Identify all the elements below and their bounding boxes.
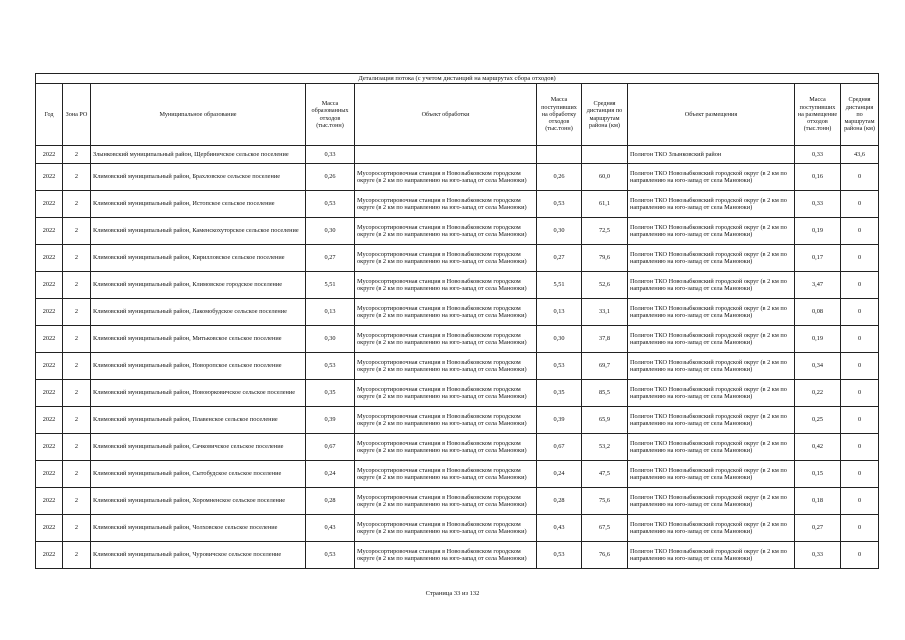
cell-avg-distance-route: 52,6 (582, 272, 628, 299)
table-row (36, 488, 879, 515)
cell-mass-to-processing: 0,28 (537, 488, 582, 515)
cell-avg-distance-route: 79,6 (582, 245, 628, 272)
cell-mass-to-placement: 0,18 (795, 488, 841, 515)
cell-mass-generated: 0,13 (306, 299, 355, 326)
cell-mass-generated: 0,67 (306, 434, 355, 461)
cell-avg-distance-route: 85,5 (582, 380, 628, 407)
cell-avg-distance-route: 61,1 (582, 191, 628, 218)
cell-processing-object: Мусоросортировочная станция в Новозыбковском городском округе (в 2 км по направлению на юго-запад от села Маноюки) (355, 218, 537, 245)
cell-avg-distance-district: 0 (841, 353, 879, 380)
col-avg-distance-route: Средняя дистанция по маршрутам района (км) (582, 84, 628, 146)
cell-zone: 2 (63, 353, 91, 380)
cell-year: 2022 (36, 164, 63, 191)
cell-year: 2022 (36, 299, 63, 326)
cell-mass-to-placement: 0,33 (795, 191, 841, 218)
table-row (36, 380, 879, 407)
cell-placement-object: Полигон ТКО Новозыбковский городской округ (в 2 км по направлению на юго-запад от села Маноюки) (628, 434, 795, 461)
cell-municipality: Климовский муниципальный район, Плавенское сельское поселение (91, 407, 306, 434)
cell-avg-distance-district: 0 (841, 461, 879, 488)
cell-mass-to-processing: 0,53 (537, 191, 582, 218)
cell-zone: 2 (63, 245, 91, 272)
table-caption: Детализация потока (с учетом дистанций на маршрутах сбора отходов) (36, 74, 879, 84)
cell-year: 2022 (36, 488, 63, 515)
cell-mass-generated: 0,30 (306, 326, 355, 353)
cell-mass-generated: 0,30 (306, 218, 355, 245)
cell-processing-object: Мусоросортировочная станция в Новозыбковском городском округе (в 2 км по направлению на юго-запад от села Маноюки) (355, 191, 537, 218)
cell-municipality: Климовский муниципальный район, Лакомобудское сельское поселение (91, 299, 306, 326)
cell-mass-to-processing: 0,30 (537, 218, 582, 245)
cell-mass-to-placement: 0,16 (795, 164, 841, 191)
cell-avg-distance-district: 0 (841, 326, 879, 353)
cell-mass-to-placement: 0,27 (795, 515, 841, 542)
table-row (36, 461, 879, 488)
cell-avg-distance-district: 0 (841, 272, 879, 299)
cell-zone: 2 (63, 461, 91, 488)
page-number: Страница 33 из 132 (425, 590, 480, 597)
table-row (36, 299, 879, 326)
cell-municipality: Климовский муниципальный район, Новоюрковичское сельское поселение (91, 380, 306, 407)
cell-municipality: Климовский муниципальный район, Истопское сельское поселение (91, 191, 306, 218)
cell-processing-object: Мусоросортировочная станция в Новозыбковском городском округе (в 2 км по направлению на юго-запад от села Маноюки) (355, 164, 537, 191)
cell-zone: 2 (63, 164, 91, 191)
cell-mass-generated: 0,27 (306, 245, 355, 272)
cell-zone: 2 (63, 380, 91, 407)
cell-avg-distance-district: 0 (841, 488, 879, 515)
cell-avg-distance-district: 43,6 (841, 146, 879, 164)
cell-mass-generated: 0,53 (306, 191, 355, 218)
cell-mass-to-placement: 0,25 (795, 407, 841, 434)
cell-zone: 2 (63, 407, 91, 434)
table-row (36, 191, 879, 218)
cell-mass-generated: 0,33 (306, 146, 355, 164)
waste-flow-table (35, 73, 879, 569)
cell-year: 2022 (36, 515, 63, 542)
cell-zone: 2 (63, 515, 91, 542)
cell-mass-to-processing: 5,51 (537, 272, 582, 299)
cell-mass-to-placement: 0,19 (795, 218, 841, 245)
cell-avg-distance-district: 0 (841, 245, 879, 272)
table-row (36, 407, 879, 434)
cell-avg-distance-route (582, 146, 628, 164)
col-avg-distance-district: Средняя дистанция по маршрутам района (км) (841, 84, 879, 146)
table-row (36, 515, 879, 542)
cell-placement-object: Полигон ТКО Новозыбковский городской округ (в 2 км по направлению на юго-запад от села Маноюки) (628, 353, 795, 380)
cell-mass-generated: 5,51 (306, 272, 355, 299)
cell-processing-object: Мусоросортировочная станция в Новозыбковском городском округе (в 2 км по направлению на юго-запад от села Маноюки) (355, 434, 537, 461)
cell-avg-distance-district: 0 (841, 164, 879, 191)
cell-avg-distance-district: 0 (841, 407, 879, 434)
cell-mass-to-processing: 0,13 (537, 299, 582, 326)
cell-avg-distance-route: 47,5 (582, 461, 628, 488)
cell-year: 2022 (36, 434, 63, 461)
table-row (36, 272, 879, 299)
cell-processing-object: Мусоросортировочная станция в Новозыбковском городском округе (в 2 км по направлению на юго-запад от села Маноюки) (355, 326, 537, 353)
cell-mass-to-placement: 0,22 (795, 380, 841, 407)
cell-municipality: Климовский муниципальный район, Климовское городское поселение (91, 272, 306, 299)
cell-avg-distance-route: 65,9 (582, 407, 628, 434)
cell-mass-generated: 0,24 (306, 461, 355, 488)
cell-avg-distance-route: 75,6 (582, 488, 628, 515)
cell-placement-object: Полигон ТКО Новозыбковский городской округ (в 2 км по направлению на юго-запад от села Маноюки) (628, 407, 795, 434)
cell-avg-distance-route: 67,5 (582, 515, 628, 542)
cell-processing-object: Мусоросортировочная станция в Новозыбковском городском округе (в 2 км по направлению на юго-запад от села Маноюки) (355, 542, 537, 569)
cell-zone: 2 (63, 488, 91, 515)
cell-avg-distance-route: 33,1 (582, 299, 628, 326)
cell-avg-distance-route: 72,5 (582, 218, 628, 245)
cell-municipality: Злынковский муниципальный район, Щербиничское сельское поселение (91, 146, 306, 164)
cell-mass-to-processing (537, 146, 582, 164)
cell-placement-object: Полигон ТКО Новозыбковский городской округ (в 2 км по направлению на юго-запад от села Маноюки) (628, 272, 795, 299)
cell-mass-to-placement: 0,08 (795, 299, 841, 326)
cell-placement-object: Полигон ТКО Новозыбковский городской округ (в 2 км по направлению на юго-запад от села Маноюки) (628, 326, 795, 353)
cell-municipality: Климовский муниципальный район, Сачковичское сельское поселение (91, 434, 306, 461)
cell-avg-distance-district: 0 (841, 191, 879, 218)
cell-mass-to-processing: 0,43 (537, 515, 582, 542)
cell-mass-to-processing: 0,53 (537, 353, 582, 380)
cell-mass-to-placement: 3,47 (795, 272, 841, 299)
cell-mass-to-processing: 0,26 (537, 164, 582, 191)
cell-mass-to-processing: 0,67 (537, 434, 582, 461)
cell-mass-to-placement: 0,15 (795, 461, 841, 488)
col-placement-object: Объект размещения (628, 84, 795, 146)
cell-placement-object: Полигон ТКО Новозыбковский городской округ (в 2 км по направлению на юго-запад от села Маноюки) (628, 164, 795, 191)
cell-placement-object: Полигон ТКО Новозыбковский городской округ (в 2 км по направлению на юго-запад от села Маноюки) (628, 461, 795, 488)
cell-avg-distance-route: 76,6 (582, 542, 628, 569)
cell-year: 2022 (36, 191, 63, 218)
cell-placement-object: Полигон ТКО Новозыбковский городской округ (в 2 км по направлению на юго-запад от села Маноюки) (628, 191, 795, 218)
cell-placement-object: Полигон ТКО Новозыбковский городской округ (в 2 км по направлению на юго-запад от села Маноюки) (628, 245, 795, 272)
cell-mass-to-processing: 0,24 (537, 461, 582, 488)
cell-processing-object: Мусоросортировочная станция в Новозыбковском городском округе (в 2 км по направлению на юго-запад от села Маноюки) (355, 353, 537, 380)
cell-municipality: Климовский муниципальный район, Митьковское сельское поселение (91, 326, 306, 353)
cell-placement-object: Полигон ТКО Злынковский район (628, 146, 795, 164)
cell-zone: 2 (63, 434, 91, 461)
cell-placement-object: Полигон ТКО Новозыбковский городской округ (в 2 км по направлению на юго-запад от села Маноюки) (628, 218, 795, 245)
cell-mass-to-placement: 0,42 (795, 434, 841, 461)
cell-year: 2022 (36, 146, 63, 164)
table-body (36, 146, 879, 569)
table-row (36, 542, 879, 569)
cell-avg-distance-district: 0 (841, 542, 879, 569)
col-mass-to-processing: Масса поступивших на обработку отходов (тыс.тонн) (537, 84, 582, 146)
cell-mass-generated: 0,53 (306, 353, 355, 380)
cell-placement-object: Полигон ТКО Новозыбковский городской округ (в 2 км по направлению на юго-запад от села Маноюки) (628, 542, 795, 569)
cell-year: 2022 (36, 245, 63, 272)
cell-mass-to-processing: 0,27 (537, 245, 582, 272)
cell-mass-generated: 0,39 (306, 407, 355, 434)
cell-mass-generated: 0,26 (306, 164, 355, 191)
table-row (36, 245, 879, 272)
cell-placement-object: Полигон ТКО Новозыбковский городской округ (в 2 км по направлению на юго-запад от села Маноюки) (628, 515, 795, 542)
cell-mass-to-placement: 0,34 (795, 353, 841, 380)
cell-mass-generated: 0,53 (306, 542, 355, 569)
cell-year: 2022 (36, 380, 63, 407)
cell-year: 2022 (36, 353, 63, 380)
cell-avg-distance-district: 0 (841, 515, 879, 542)
cell-municipality: Климовский муниципальный район, Сытобудское сельское поселение (91, 461, 306, 488)
cell-mass-to-placement: 0,33 (795, 146, 841, 164)
cell-processing-object: Мусоросортировочная станция в Новозыбковском городском округе (в 2 км по направлению на юго-запад от села Маноюки) (355, 488, 537, 515)
cell-avg-distance-district: 0 (841, 380, 879, 407)
col-year: Год (36, 84, 63, 146)
table-row (36, 164, 879, 191)
cell-processing-object: Мусоросортировочная станция в Новозыбковском городском округе (в 2 км по направлению на юго-запад от села Маноюки) (355, 380, 537, 407)
cell-processing-object: Мусоросортировочная станция в Новозыбковском городском округе (в 2 км по направлению на юго-запад от села Маноюки) (355, 272, 537, 299)
cell-processing-object: Мусоросортировочная станция в Новозыбковском городском округе (в 2 км по направлению на юго-запад от села Маноюки) (355, 407, 537, 434)
cell-municipality: Климовский муниципальный район, Новоропское сельское поселение (91, 353, 306, 380)
cell-mass-to-placement: 0,33 (795, 542, 841, 569)
cell-municipality: Климовский муниципальный район, Хоромненское сельское поселение (91, 488, 306, 515)
cell-zone: 2 (63, 191, 91, 218)
cell-zone: 2 (63, 326, 91, 353)
cell-mass-to-processing: 0,53 (537, 542, 582, 569)
cell-avg-distance-district: 0 (841, 218, 879, 245)
cell-processing-object (355, 146, 537, 164)
cell-placement-object: Полигон ТКО Новозыбковский городской округ (в 2 км по направлению на юго-запад от села Маноюки) (628, 299, 795, 326)
cell-mass-generated: 0,43 (306, 515, 355, 542)
col-mass-to-placement: Масса поступивших на размещение отходов (тыс.тонн) (795, 84, 841, 146)
cell-processing-object: Мусоросортировочная станция в Новозыбковском городском округе (в 2 км по направлению на юго-запад от села Маноюки) (355, 461, 537, 488)
cell-year: 2022 (36, 326, 63, 353)
cell-year: 2022 (36, 218, 63, 245)
cell-municipality: Климовский муниципальный район, Чолховское сельское поселение (91, 515, 306, 542)
cell-municipality: Климовский муниципальный район, Кирилловское сельское поселение (91, 245, 306, 272)
cell-avg-distance-route: 60,0 (582, 164, 628, 191)
cell-avg-distance-route: 69,7 (582, 353, 628, 380)
col-mass-generated: Масса образованных отходов (тыс.тонн) (306, 84, 355, 146)
cell-municipality: Климовский муниципальный район, Брахловское сельское поселение (91, 164, 306, 191)
cell-municipality: Климовский муниципальный район, Каменскохуторское сельское поселение (91, 218, 306, 245)
table-row (36, 326, 879, 353)
table-row (36, 353, 879, 380)
cell-avg-distance-route: 37,8 (582, 326, 628, 353)
col-municipality: Муниципальное образование (91, 84, 306, 146)
cell-year: 2022 (36, 407, 63, 434)
cell-avg-distance-district: 0 (841, 434, 879, 461)
cell-zone: 2 (63, 299, 91, 326)
cell-avg-distance-district: 0 (841, 299, 879, 326)
table-row (36, 218, 879, 245)
cell-processing-object: Мусоросортировочная станция в Новозыбковском городском округе (в 2 км по направлению на юго-запад от села Маноюки) (355, 245, 537, 272)
cell-zone: 2 (63, 146, 91, 164)
header-row (36, 84, 879, 146)
cell-mass-generated: 0,35 (306, 380, 355, 407)
cell-year: 2022 (36, 542, 63, 569)
cell-processing-object: Мусоросортировочная станция в Новозыбковском городском округе (в 2 км по направлению на юго-запад от села Маноюки) (355, 299, 537, 326)
cell-mass-to-placement: 0,17 (795, 245, 841, 272)
cell-zone: 2 (63, 272, 91, 299)
cell-zone: 2 (63, 218, 91, 245)
cell-year: 2022 (36, 461, 63, 488)
cell-placement-object: Полигон ТКО Новозыбковский городской округ (в 2 км по направлению на юго-запад от села Маноюки) (628, 488, 795, 515)
table-row (36, 434, 879, 461)
table-row (36, 146, 879, 164)
cell-processing-object: Мусоросортировочная станция в Новозыбковском городском округе (в 2 км по направлению на юго-запад от села Маноюки) (355, 515, 537, 542)
cell-placement-object: Полигон ТКО Новозыбковский городской округ (в 2 км по направлению на юго-запад от села Маноюки) (628, 380, 795, 407)
col-zone: Зона РО (63, 84, 91, 146)
cell-mass-to-processing: 0,39 (537, 407, 582, 434)
cell-year: 2022 (36, 272, 63, 299)
cell-zone: 2 (63, 542, 91, 569)
cell-mass-to-processing: 0,35 (537, 380, 582, 407)
cell-mass-generated: 0,28 (306, 488, 355, 515)
cell-mass-to-placement: 0,19 (795, 326, 841, 353)
cell-mass-to-processing: 0,30 (537, 326, 582, 353)
cell-avg-distance-route: 53,2 (582, 434, 628, 461)
cell-municipality: Климовский муниципальный район, Чуровичское сельское поселение (91, 542, 306, 569)
col-processing-object: Объект обработки (355, 84, 537, 146)
